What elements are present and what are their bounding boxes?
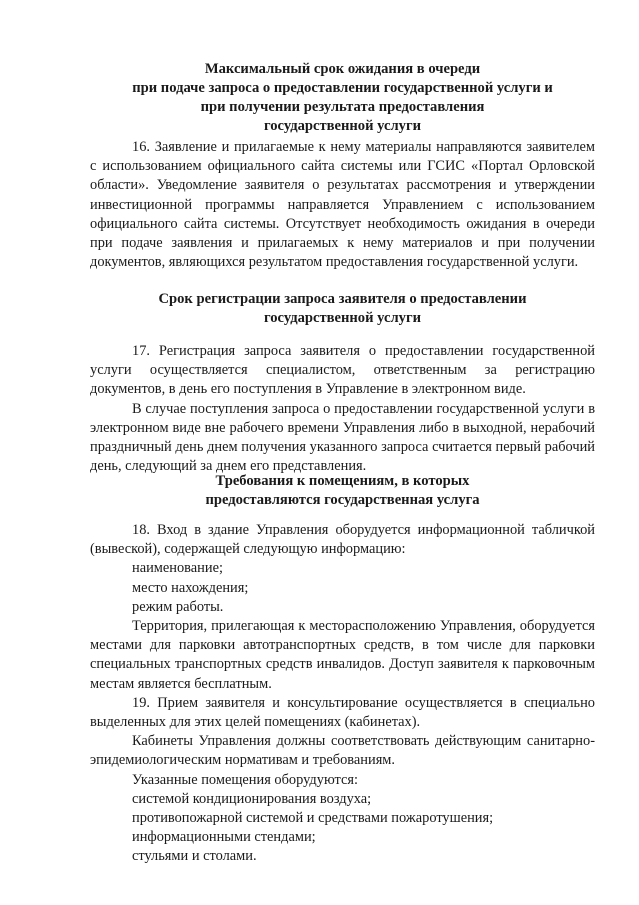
heading-line: при подаче запроса о предоставлении государственной услуги и [132,80,553,96]
paragraph-19-equipment: Указанные помещения оборудуются: [132,771,358,788]
heading-line: Срок регистрации запроса заявителя о предоставлении [158,291,527,307]
heading-line: государственной услуги [263,118,422,134]
section-heading-premises [90,472,595,510]
paragraph-18-19-block [90,521,595,867]
paragraph-19: 19. Прием заявителя и консультирование осуществляется в специально выделенных для этих целей помещениях (кабинетах). [90,694,595,731]
heading-line: при получении результата предоставления [200,99,485,115]
paragraph-16: 16. Заявление и прилагаемые к нему материалы направляются заявителем с использованием официального сайта системы или ГСИС «Портал Орловской области». Уведомление заявителя о результатах рассмотрения и утверждении инвестиционной программы направляется Управлением с использованием официального сайта системы. Отсутствует необходимость ожидания в очереди при подаче заявления и прилагаемых к нему материалов и при получении документов, являющихся результатом предоставления государственной услуги. [90,139,595,271]
paragraph-17-continued: В случае поступления запроса о предоставлении государственной услуги в электронном виде вне рабочего времени Управления либо в выходной, нерабочий праздничный день днем получения указанного запроса считается первый рабочий день, следующий за днем его представления. [90,400,595,475]
list-item: место нахождения; [132,579,249,596]
heading-line: предоставляются государственная услуга [205,492,480,508]
paragraph-17-block [90,342,595,476]
list-item: системой кондиционирования воздуха; [132,790,372,807]
paragraph-16-block [90,138,595,272]
section-heading-waiting-time [90,60,595,136]
list-item: информационными стендами; [132,829,316,846]
paragraph-18-parking: Территория, прилегающая к месторасположению Управления, оборудуется местами для парковки автотранспортных средств, в том числе для парковки специальных транспортных средств инвалидов. Доступ заявителя к парковочным местам является бесплатным. [90,618,595,692]
heading-line: государственной услуги [263,310,422,326]
list-item: стульями и столами. [132,848,257,865]
section-heading-registration [90,290,595,328]
list-item: противопожарной системой и средствами пожаротушения; [132,810,494,827]
paragraph-18: 18. Вход в здание Управления оборудуется информационной табличкой (вывеской), содержащей следующую информацию: [90,522,595,558]
paragraph-19-requirements: Кабинеты Управления должны соответствовать действующим санитарно-эпидемиологическим нормативам и требованиям. [90,733,595,769]
list-item: наименование; [132,560,223,577]
heading-line: Максимальный срок ожидания в очереди [204,61,481,77]
heading-line: Требования к помещениям, в которых [215,473,470,489]
list-item: режим работы. [132,598,224,615]
paragraph-17: 17. Регистрация запроса заявителя о предоставлении государственной услуги осуществляется специалистом, ответственным за регистрацию документов, в день его поступления в Управление в электронном виде. [90,343,595,398]
